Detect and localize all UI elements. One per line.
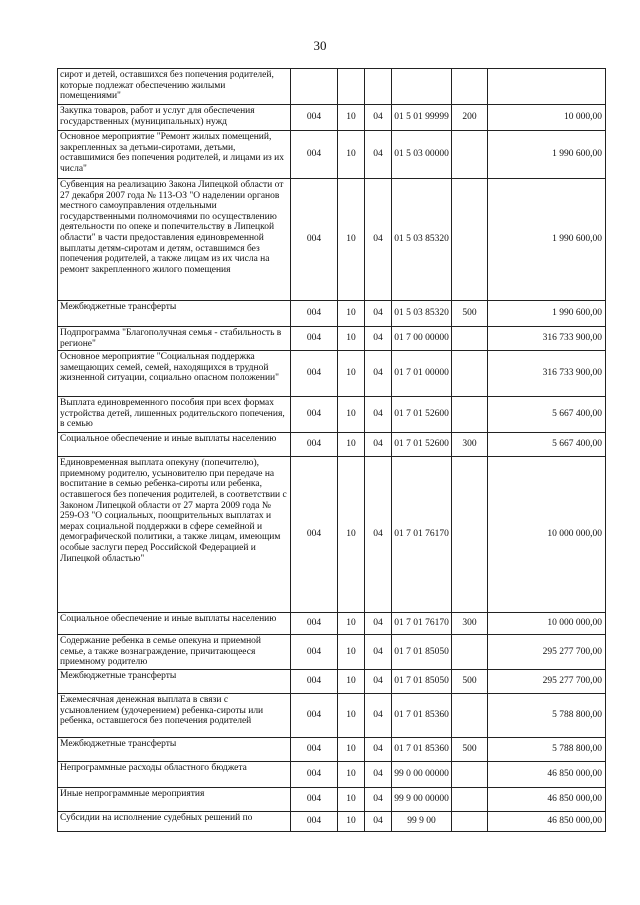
row-amount: 10 000,00 — [488, 105, 606, 131]
row-expense-type — [452, 787, 488, 811]
budget-table — [57, 68, 606, 832]
row-article-code: 01 7 01 52600 — [392, 433, 452, 457]
row-admin-code: 004 — [291, 787, 338, 811]
table-row — [58, 457, 606, 613]
row-section: 10 — [338, 327, 365, 351]
row-expense-type — [452, 457, 488, 613]
row-section: 10 — [338, 433, 365, 457]
row-expense-type — [452, 397, 488, 433]
row-expense-type — [452, 69, 488, 105]
table-row — [58, 737, 606, 761]
row-amount: 295 277 700,00 — [488, 669, 606, 693]
row-subsection: 04 — [365, 433, 392, 457]
row-name: Подпрограмма "Благополучная семья - стабильность в регионе" — [58, 327, 291, 351]
row-name: Единовременная выплата опекуну (попечителю), приемному родителю, усыновителю при передаче на воспитание в семью ребенка-сироты или ребенка, оставшегося без попечения родителей, в соответствии с Законом Липецкой области от 27 марта 2009 года № 259-ОЗ "О социальных, поощрительных выплатах и мерах социальной поддержки в сфере семейной и демографической политики, а также лицам, имеющим особые заслуги перед Российской Федерацией и Липецкой областью" — [58, 457, 291, 613]
table-row — [58, 179, 606, 301]
row-subsection: 04 — [365, 737, 392, 761]
row-admin-code: 004 — [291, 811, 338, 831]
row-admin-code: 004 — [291, 635, 338, 670]
row-subsection — [365, 69, 392, 105]
table-row — [58, 327, 606, 351]
row-section: 10 — [338, 811, 365, 831]
table-row — [58, 635, 606, 670]
row-article-code: 01 7 01 85050 — [392, 669, 452, 693]
row-section: 10 — [338, 301, 365, 327]
row-section: 10 — [338, 179, 365, 301]
row-amount — [488, 69, 606, 105]
row-amount: 10 000 000,00 — [488, 457, 606, 613]
row-expense-type: 500 — [452, 737, 488, 761]
row-expense-type — [452, 327, 488, 351]
row-expense-type — [452, 179, 488, 301]
row-name: Межбюджетные трансферты — [58, 737, 291, 761]
table-row — [58, 351, 606, 397]
row-name: Социальное обеспечение и иные выплаты населению — [58, 433, 291, 457]
row-expense-type: 300 — [452, 433, 488, 457]
row-subsection: 04 — [365, 301, 392, 327]
row-expense-type: 500 — [452, 301, 488, 327]
row-name: Межбюджетные трансферты — [58, 301, 291, 327]
row-name: Основное мероприятие "Социальная поддержка замещающих семей, семей, находящихся в трудной жизненной ситуации, социально опасном положении" — [58, 351, 291, 397]
row-subsection: 04 — [365, 761, 392, 787]
row-amount: 5 788 800,00 — [488, 737, 606, 761]
row-article-code: 01 7 01 85360 — [392, 693, 452, 737]
row-expense-type: 300 — [452, 613, 488, 635]
row-admin-code: 004 — [291, 105, 338, 131]
row-amount: 5 667 400,00 — [488, 433, 606, 457]
table-row — [58, 433, 606, 457]
row-expense-type: 200 — [452, 105, 488, 131]
row-amount: 46 850 000,00 — [488, 811, 606, 831]
row-admin-code: 004 — [291, 669, 338, 693]
row-amount: 5 788 800,00 — [488, 693, 606, 737]
row-section: 10 — [338, 131, 365, 179]
row-name: сирот и детей, оставшихся без попечения родителей, которые подлежат обеспечению жилыми помещениями" — [58, 69, 291, 105]
row-section: 10 — [338, 397, 365, 433]
row-name: Содержание ребенка в семье опекуна и приемной семье, а также вознаграждение, причитающееся приемному родителю — [58, 635, 291, 670]
table-row — [58, 787, 606, 811]
row-article-code: 01 7 01 52600 — [392, 397, 452, 433]
row-name: Выплата единовременного пособия при всех формах устройства детей, лишенных родительского попечения, в семью — [58, 397, 291, 433]
row-admin-code: 004 — [291, 131, 338, 179]
row-section: 10 — [338, 669, 365, 693]
row-name: Ежемесячная денежная выплата в связи с усыновлением (удочерением) ребенка-сироты или ребенка, оставшегося без попечения родителей — [58, 693, 291, 737]
row-subsection: 04 — [365, 397, 392, 433]
row-article-code — [392, 69, 452, 105]
row-expense-type — [452, 131, 488, 179]
row-section: 10 — [338, 787, 365, 811]
row-subsection: 04 — [365, 351, 392, 397]
row-admin-code: 004 — [291, 179, 338, 301]
row-article-code: 99 9 00 — [392, 811, 452, 831]
page-number: 30 — [313, 38, 327, 53]
row-article-code: 01 7 01 85050 — [392, 635, 452, 670]
row-amount: 46 850 000,00 — [488, 787, 606, 811]
row-article-code: 01 5 01 99999 — [392, 105, 452, 131]
row-amount: 316 733 900,00 — [488, 351, 606, 397]
row-name: Закупка товаров, работ и услуг для обеспечения государственных (муниципальных) нужд — [58, 105, 291, 131]
row-name: Межбюджетные трансферты — [58, 669, 291, 693]
row-subsection: 04 — [365, 811, 392, 831]
row-amount: 10 000 000,00 — [488, 613, 606, 635]
row-article-code: 01 7 01 00000 — [392, 351, 452, 397]
row-subsection: 04 — [365, 613, 392, 635]
table-row — [58, 105, 606, 131]
row-article-code: 01 7 01 85360 — [392, 737, 452, 761]
row-article-code: 01 5 03 85320 — [392, 179, 452, 301]
row-expense-type — [452, 635, 488, 670]
row-expense-type: 500 — [452, 669, 488, 693]
row-subsection: 04 — [365, 787, 392, 811]
row-name: Социальное обеспечение и иные выплаты населению — [58, 613, 291, 635]
row-article-code: 99 9 00 00000 — [392, 787, 452, 811]
table-row — [58, 301, 606, 327]
row-section: 10 — [338, 737, 365, 761]
row-article-code: 01 7 01 76170 — [392, 613, 452, 635]
row-amount: 1 990 600,00 — [488, 301, 606, 327]
row-admin-code: 004 — [291, 457, 338, 613]
row-expense-type — [452, 693, 488, 737]
row-admin-code: 004 — [291, 301, 338, 327]
row-amount: 1 990 600,00 — [488, 131, 606, 179]
row-subsection: 04 — [365, 457, 392, 613]
row-amount: 46 850 000,00 — [488, 761, 606, 787]
row-section — [338, 69, 365, 105]
row-amount: 1 990 600,00 — [488, 179, 606, 301]
row-article-code: 99 0 00 00000 — [392, 761, 452, 787]
row-admin-code: 004 — [291, 613, 338, 635]
row-admin-code: 004 — [291, 397, 338, 433]
row-name: Основное мероприятие "Ремонт жилых помещений, закрепленных за детьми-сиротами, детьми, оставшимися без попечения родителей, и лицами из их числа" — [58, 131, 291, 179]
row-subsection: 04 — [365, 131, 392, 179]
row-subsection: 04 — [365, 693, 392, 737]
row-subsection: 04 — [365, 327, 392, 351]
table-row — [58, 811, 606, 831]
row-admin-code — [291, 69, 338, 105]
table-row — [58, 613, 606, 635]
table-row — [58, 761, 606, 787]
row-admin-code: 004 — [291, 693, 338, 737]
row-article-code: 01 7 00 00000 — [392, 327, 452, 351]
row-admin-code: 004 — [291, 327, 338, 351]
row-subsection: 04 — [365, 635, 392, 670]
row-section: 10 — [338, 105, 365, 131]
row-section: 10 — [338, 351, 365, 397]
row-subsection: 04 — [365, 179, 392, 301]
row-name: Непрограммные расходы областного бюджета — [58, 761, 291, 787]
row-section: 10 — [338, 761, 365, 787]
table-row — [58, 69, 606, 105]
row-name: Иные непрограммные мероприятия — [58, 787, 291, 811]
row-article-code: 01 5 03 85320 — [392, 301, 452, 327]
row-admin-code: 004 — [291, 761, 338, 787]
table-row — [58, 131, 606, 179]
row-admin-code: 004 — [291, 433, 338, 457]
row-admin-code: 004 — [291, 737, 338, 761]
row-amount: 5 667 400,00 — [488, 397, 606, 433]
row-expense-type — [452, 351, 488, 397]
row-name: Субсидии на исполнение судебных решений по — [58, 811, 291, 831]
row-subsection: 04 — [365, 669, 392, 693]
row-subsection: 04 — [365, 105, 392, 131]
row-article-code: 01 5 03 00000 — [392, 131, 452, 179]
row-amount: 295 277 700,00 — [488, 635, 606, 670]
row-section: 10 — [338, 693, 365, 737]
table-row — [58, 693, 606, 737]
row-section: 10 — [338, 457, 365, 613]
row-expense-type — [452, 761, 488, 787]
row-section: 10 — [338, 613, 365, 635]
row-expense-type — [452, 811, 488, 831]
table-row — [58, 397, 606, 433]
row-amount: 316 733 900,00 — [488, 327, 606, 351]
row-article-code: 01 7 01 76170 — [392, 457, 452, 613]
row-section: 10 — [338, 635, 365, 670]
table-row — [58, 669, 606, 693]
row-admin-code: 004 — [291, 351, 338, 397]
row-name: Субвенция на реализацию Закона Липецкой области от 27 декабря 2007 года № 113-ОЗ "О наделении органов местного самоуправления отдельными государственными полномочиями по осуществлению деятельности по опеке и попечительству в Липецкой области" в части предоставления единовременной выплаты детям-сиротам и детям, оставшимся без попечения родителей, а также лицам из их числа на ремонт закрепленного жилого помещения — [58, 179, 291, 301]
